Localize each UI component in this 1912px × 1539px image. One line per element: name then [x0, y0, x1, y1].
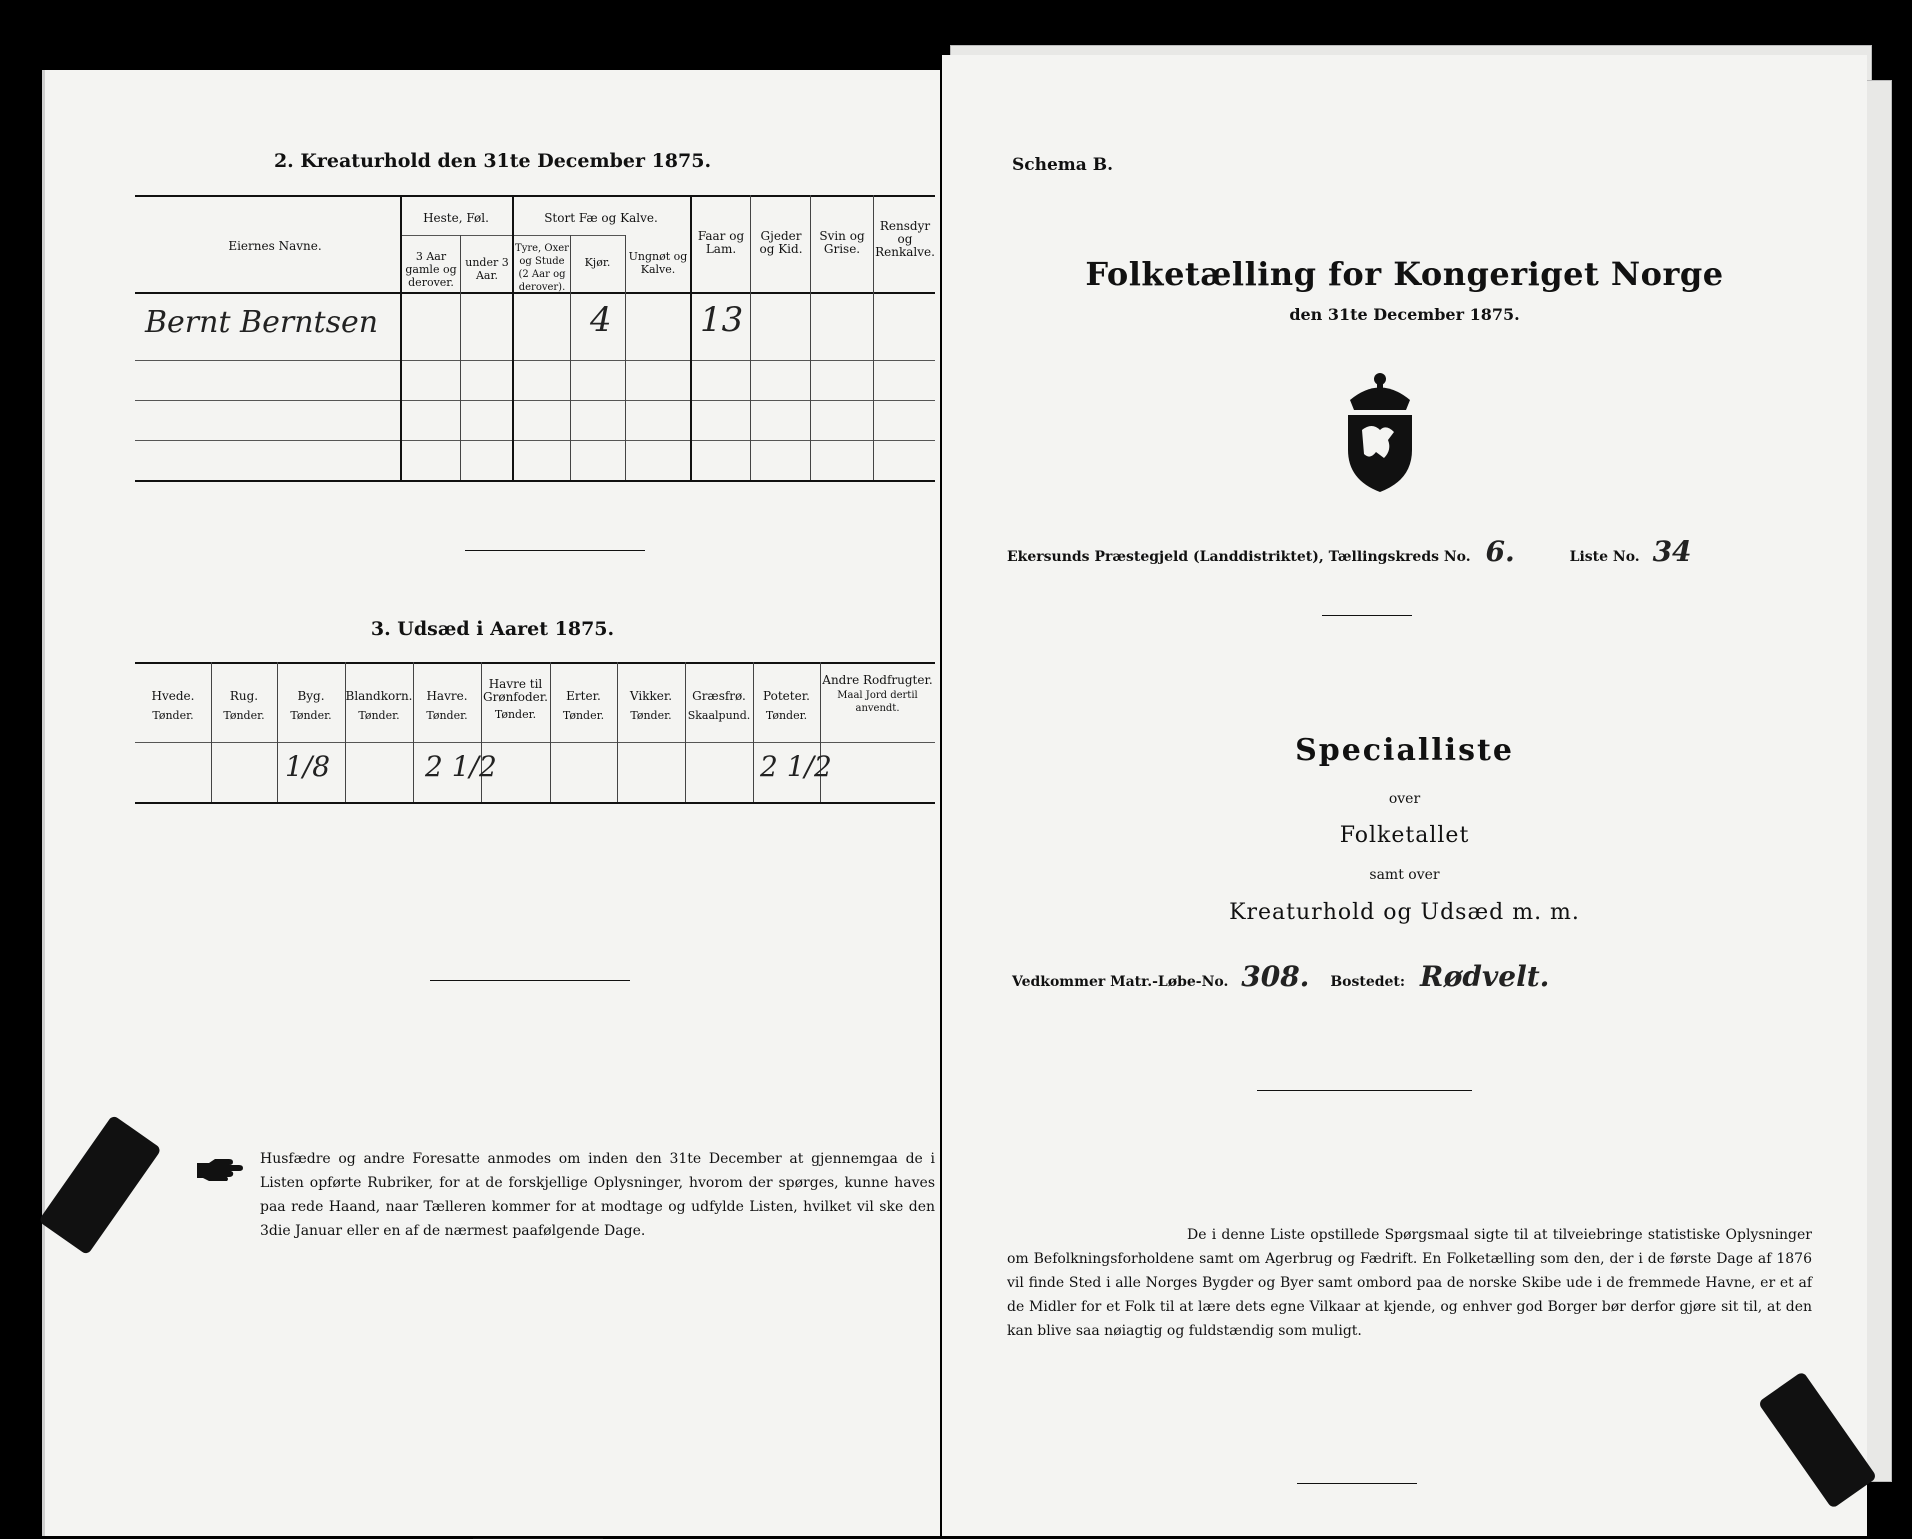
owner-name-value: Bernt Berntsen	[145, 305, 379, 340]
bosted-value: Rødvelt.	[1419, 960, 1550, 993]
header-cattle-bulls: Tyre, Oxer og Stude (2 Aar og derover).	[515, 243, 569, 293]
norwegian-coat-of-arms-icon	[1330, 365, 1430, 495]
sow-col-poteter: Poteter. Tønder.	[763, 689, 810, 722]
liste-number: 34	[1652, 535, 1692, 568]
sow-col-graesfro: Græsfrø. Skaalpund.	[687, 689, 751, 722]
byg-value: 1/8	[285, 750, 331, 783]
census-date: den 31te December 1875.	[1289, 305, 1520, 324]
samt-over-text: samt over	[1369, 867, 1440, 883]
header-cattle: Stort Fæ og Kalve.	[544, 211, 658, 225]
sow-col-rodfrugter: Andre Rodfrugter. Maal Jord dertil anvendt.	[822, 673, 933, 714]
kreaturhold-text: Kreaturhold og Udsæd m. m.	[1229, 900, 1580, 925]
header-horses: Heste, Føl.	[423, 211, 489, 225]
header-sheep: Faar og Lam.	[697, 229, 745, 256]
matr-label: Vedkommer Matr.-Løbe-No.	[1012, 974, 1229, 990]
sow-col-blandkorn: Blandkorn. Tønder.	[345, 689, 413, 722]
matr-number: 308.	[1241, 960, 1310, 993]
bosted-label: Bostedet:	[1330, 974, 1406, 990]
header-goats: Gjeder og Kid.	[759, 229, 803, 256]
liste-label: Liste No.	[1569, 549, 1640, 565]
pointing-hand-icon	[195, 1155, 245, 1185]
havre-value: 2 1/2	[425, 750, 497, 783]
kreds-number: 6.	[1485, 535, 1515, 568]
schema-label: Schema B.	[1012, 155, 1114, 175]
sheep-value: 13	[700, 300, 744, 340]
right-page	[942, 55, 1867, 1536]
header-owner-name: Eiernes Navne.	[228, 239, 322, 253]
sow-col-erter: Erter. Tønder.	[562, 689, 605, 722]
census-info-text: De i denne Liste opstillede Spørgsmaal sigte til at tilveiebringe statistiske Oplysninger om Befolkningsforholdene samt om Agerbrug og Fædrift. En Folketælling som den, der i de første Dage af 1876 vil finde Sted i alle Norges Bygder og Byer samt ombord paa de norske Skibe ude i de fremmede Havne, er et af de Midler for et Folk til at lære dets egne Vilkaar at kjende, og enhver god Borger bør derfor gjøre sit til, at den kan blive saa nøiagtig og fuldstændig som muligt.	[1007, 1227, 1812, 1339]
notice-text: Husfædre og andre Foresatte anmodes om inden den 31te December at gjennemgaa de i Listen opførte Rubriker, for at de forskjellige Oplysninger, hvorom der spørges, kunne haves paa rede Haand, naar Tælleren kommer for at modtage og udfylde Listen, hvilket vil ske den 3die Januar eller en af de nærmest paafølgende Dage.	[260, 1151, 935, 1239]
cows-value: 4	[590, 300, 612, 340]
specialliste-title: Specialliste	[1295, 733, 1514, 768]
over-text-1: over	[1388, 791, 1421, 807]
matr-line	[1012, 960, 1852, 993]
poteter-value: 2 1/2	[760, 750, 832, 783]
district-line	[1007, 535, 1847, 568]
sow-col-havre: Havre. Tønder.	[426, 689, 468, 722]
section-3-title: 3. Udsæd i Aaret 1875.	[370, 618, 615, 640]
header-horses-3yr: 3 Aar gamle og derover.	[405, 250, 457, 289]
header-horses-under3: under 3 Aar.	[465, 256, 509, 282]
header-reindeer: Rensdyr og Renkalve.	[875, 219, 935, 259]
section-2-title: 2. Kreaturhold den 31te December 1875.	[273, 150, 712, 172]
folketallet-text: Folketallet	[1339, 823, 1470, 848]
header-pigs: Svin og Grise.	[819, 229, 865, 256]
sow-col-byg: Byg. Tønder.	[290, 689, 332, 722]
sow-col-rug: Rug. Tønder.	[223, 689, 265, 722]
header-cattle-cows: Kjør.	[584, 256, 611, 269]
left-page	[42, 70, 940, 1536]
sow-col-havre-gronfoder: Havre til Grønfoder. Tønder.	[483, 677, 548, 721]
sow-col-hvede: Hvede. Tønder.	[151, 689, 195, 722]
header-cattle-young: Ungnøt og Kalve.	[628, 250, 688, 276]
census-title: Folketælling for Kongeriget Norge	[1085, 255, 1724, 293]
sow-col-vikker: Vikker. Tønder.	[629, 689, 673, 722]
district-label: Ekersunds Præstegjeld (Landdistriktet), Tællingskreds No.	[1007, 549, 1471, 565]
